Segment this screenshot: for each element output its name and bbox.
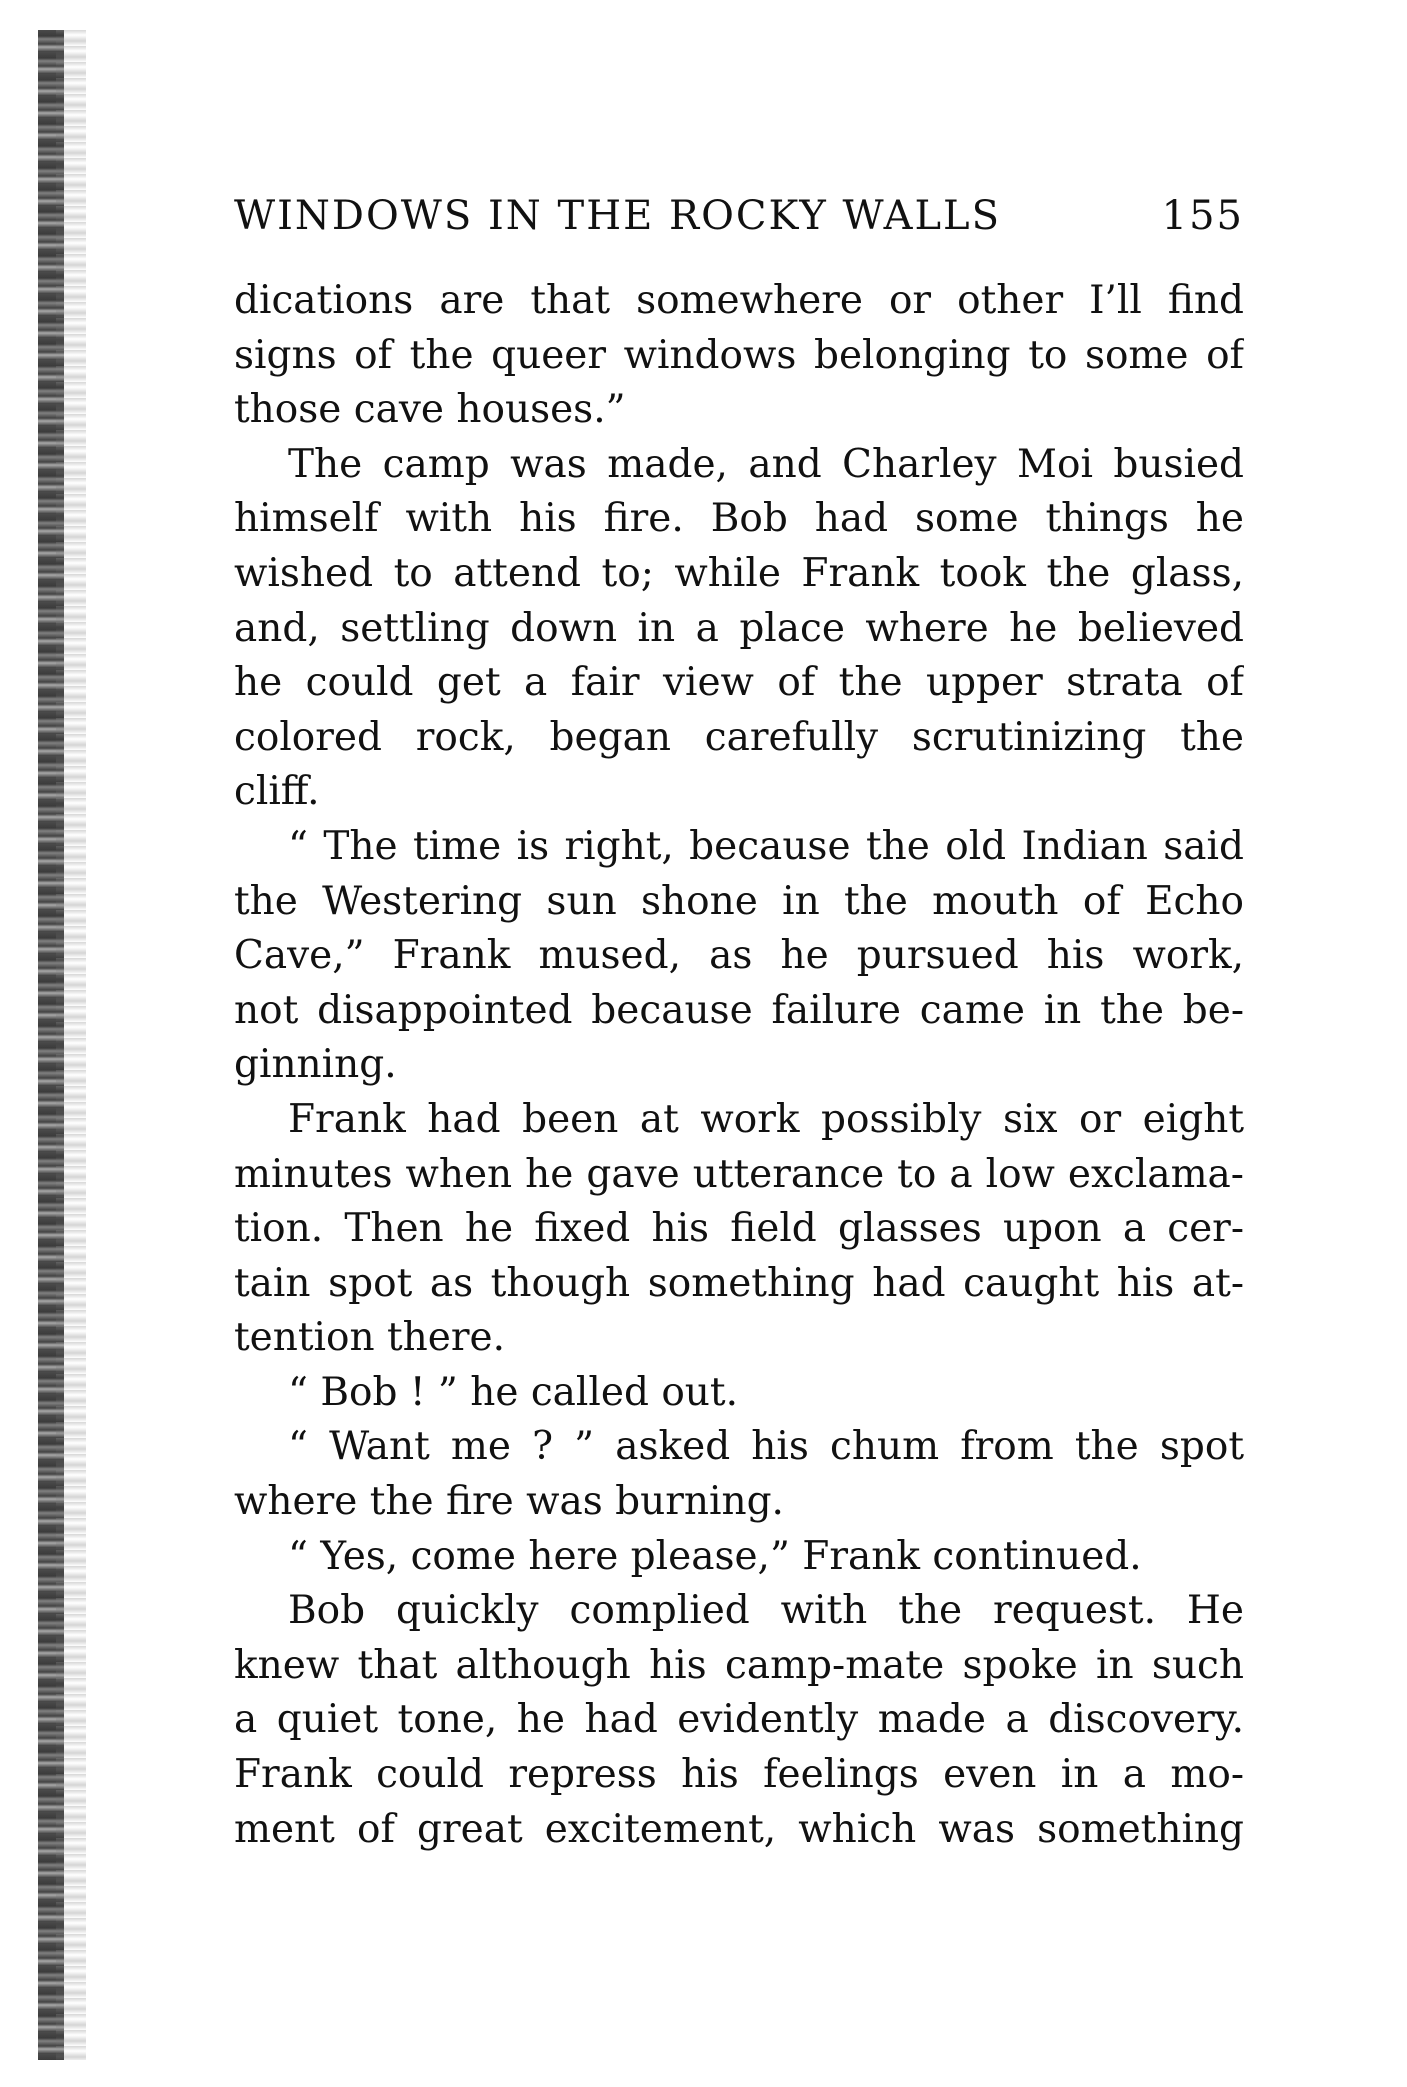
text-line: Bob quickly complied with the request. He (288, 1588, 1244, 1634)
text-line: a quiet tone, he had evidently made a discovery. (234, 1697, 1244, 1743)
text-line: not disappointed because failure came in the be- (234, 987, 1244, 1033)
text-line: Cave,” Frank mused, as he pursued his work, (234, 933, 1244, 979)
text-line: Frank could repress his feelings even in a mo- (234, 1752, 1244, 1798)
page-number: 155 (1161, 193, 1244, 239)
text-line: ginning. (234, 1042, 397, 1088)
text-line: himself with his fire. Bob had some things he (234, 496, 1244, 542)
text-line: signs of the queer windows belonging to some of (234, 332, 1244, 378)
running-head (234, 188, 1244, 244)
text-line: “ Bob ! ” he called out. (288, 1369, 738, 1415)
text-line: wished to attend to; while Frank took the glass, (234, 550, 1244, 596)
text-line: The camp was made, and Charley Moi busied (288, 441, 1244, 487)
text-line: “ Want me ? ” asked his chum from the spot (288, 1424, 1244, 1470)
text-line: “ Yes, come here please,” Frank continued. (288, 1533, 1142, 1579)
text-line: Frank had been at work possibly six or eight (288, 1096, 1244, 1142)
text-line: the Westering sun shone in the mouth of Echo (234, 878, 1244, 924)
book-page (234, 188, 1244, 1857)
text-line: those cave houses.” (234, 387, 626, 433)
text-line: where the fire was burning. (234, 1479, 784, 1525)
text-line: he could get a fair view of the upper strata of (234, 660, 1244, 706)
page-binding-edge (38, 30, 64, 2060)
text-line: dications are that somewhere or other I’ll find (234, 278, 1244, 323)
text-line: cliff. (234, 769, 320, 815)
text-line: and, settling down in a place where he believed (234, 605, 1244, 651)
text-line: tion. Then he fixed his field glasses upon a cer- (234, 1206, 1244, 1252)
text-line: “ The time is right, because the old Indian said (288, 823, 1244, 869)
text-line: ment of great excitement, which was something (234, 1806, 1244, 1852)
chapter-title: WINDOWS IN THE ROCKY WALLS (234, 193, 1001, 239)
text-line: tain spot as though something had caught his at- (234, 1260, 1244, 1306)
body-text (234, 274, 1244, 1857)
text-line: minutes when he gave utterance to a low exclama- (234, 1151, 1244, 1197)
text-line: knew that although his camp-mate spoke in such (234, 1642, 1244, 1688)
text-line: colored rock, began carefully scrutinizing the (234, 714, 1244, 760)
text-line: tention there. (234, 1315, 506, 1361)
